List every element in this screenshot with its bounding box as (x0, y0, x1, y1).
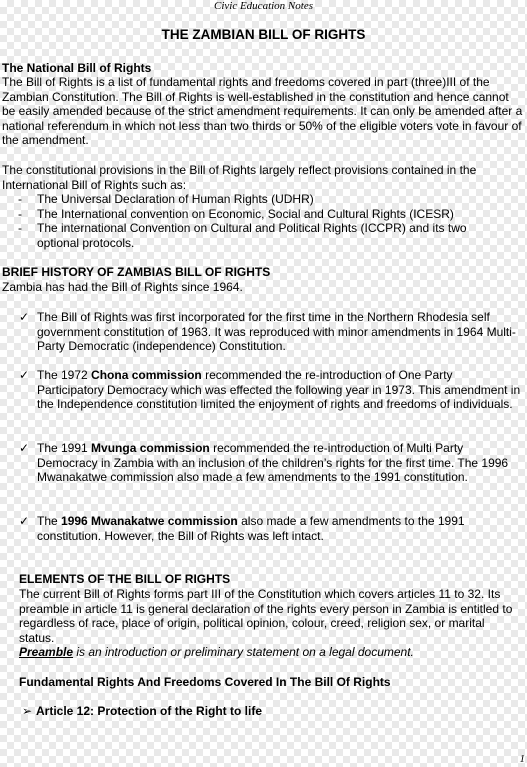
section-heading-national: The National Bill of Rights (2, 61, 152, 75)
list-item: - The International convention on Economic, Social and Cultural Rights (ICESR) (18, 206, 454, 221)
dash-bullet-icon: - (18, 206, 22, 221)
paragraph-national: The Bill of Rights is a list of fundamental rights and freedoms covered in part (three)III of the Zambian Constitution. The Bill of Rights is well-established in the constitution and hence cannot be easily amended because of the strict amendment requirements. It can only be amended after a national referendum in which not less than two thirds or 50% of the eligible voters vote in favour of the amendment. (2, 75, 523, 148)
page-title: THE ZAMBIAN BILL OF RIGHTS (161, 27, 366, 42)
checkmark-icon: ✓ (19, 441, 30, 455)
section-heading-history: BRIEF HISTORY OF ZAMBIAS BILL OF RIGHTS (2, 265, 271, 279)
list-item: - The Universal Declaration of Human Rights (UDHR) (18, 192, 314, 206)
arrow-bullet-icon: ➢ (22, 704, 33, 718)
dash-bullet-icon: - (18, 192, 22, 206)
list-item: - The international Convention on Cultural and Political Rights (ICCPR) and its two optional protocols. (18, 221, 467, 250)
history-item: ✓ The 1991 Mvunga commission recommended the re-introduction of Multi Party Democracy in Zambia with an inclusion of the children’s rights for the first time. The 1996 Mwanakatwe commission also made a few amendments to the 1991 constitution. (19, 441, 509, 485)
section-heading-fundamental: Fundamental Rights And Freedoms Covered In The Bill Of Rights (19, 675, 391, 689)
checkmark-icon: ✓ (19, 310, 30, 324)
article-item: ➢ Article 12: Protection of the Right to life (22, 704, 263, 718)
history-item: ✓ The 1996 Mwanakatwe commission also made a few amendments to the 1991 constitution. However, the Bill of Rights was left intact. (19, 514, 465, 543)
provisions-list (18, 192, 518, 250)
history-item: ✓ The Bill of Rights was first incorporated for the first time in the Northern Rhodesia self government constitution of 1963. It was reproduced with minor amendments in 1964 Multi-Party Democratic (independence) Constitution. (19, 310, 516, 354)
running-header: Civic Education Notes (214, 0, 313, 12)
paragraph-elements: The current Bill of Rights forms part III of the Constitution which covers articles 11 to 32. Its preamble in article 11 is general declaration of the rights every person in Zambia is entitled to regardless of race, place of origin, political opinion, colour, creed, religion sex, or marital status. (19, 587, 513, 645)
checkmark-icon: ✓ (19, 514, 30, 528)
history-item: ✓ The 1972 Chona commission recommended the re-introduction of One Party Participatory Democracy which was effected the following year in 1973. This amendment in the Independence constitution limited the enjoyment of rights and freedoms of individuals. (19, 368, 521, 412)
dash-bullet-icon: - (18, 221, 22, 236)
page-number: 1 (519, 753, 525, 765)
preamble-definition: Preamble is an introduction or preliminary statement on a legal document. (19, 645, 414, 659)
checkmark-icon: ✓ (19, 368, 30, 382)
history-intro: Zambia has had the Bill of Rights since 1964. (2, 280, 243, 294)
section-heading-elements: ELEMENTS OF THE BILL OF RIGHTS (19, 572, 231, 586)
paragraph-provisions: The constitutional provisions in the Bill of Rights largely reflect provisions contained in the International Bill of Rights such as: (2, 163, 477, 192)
